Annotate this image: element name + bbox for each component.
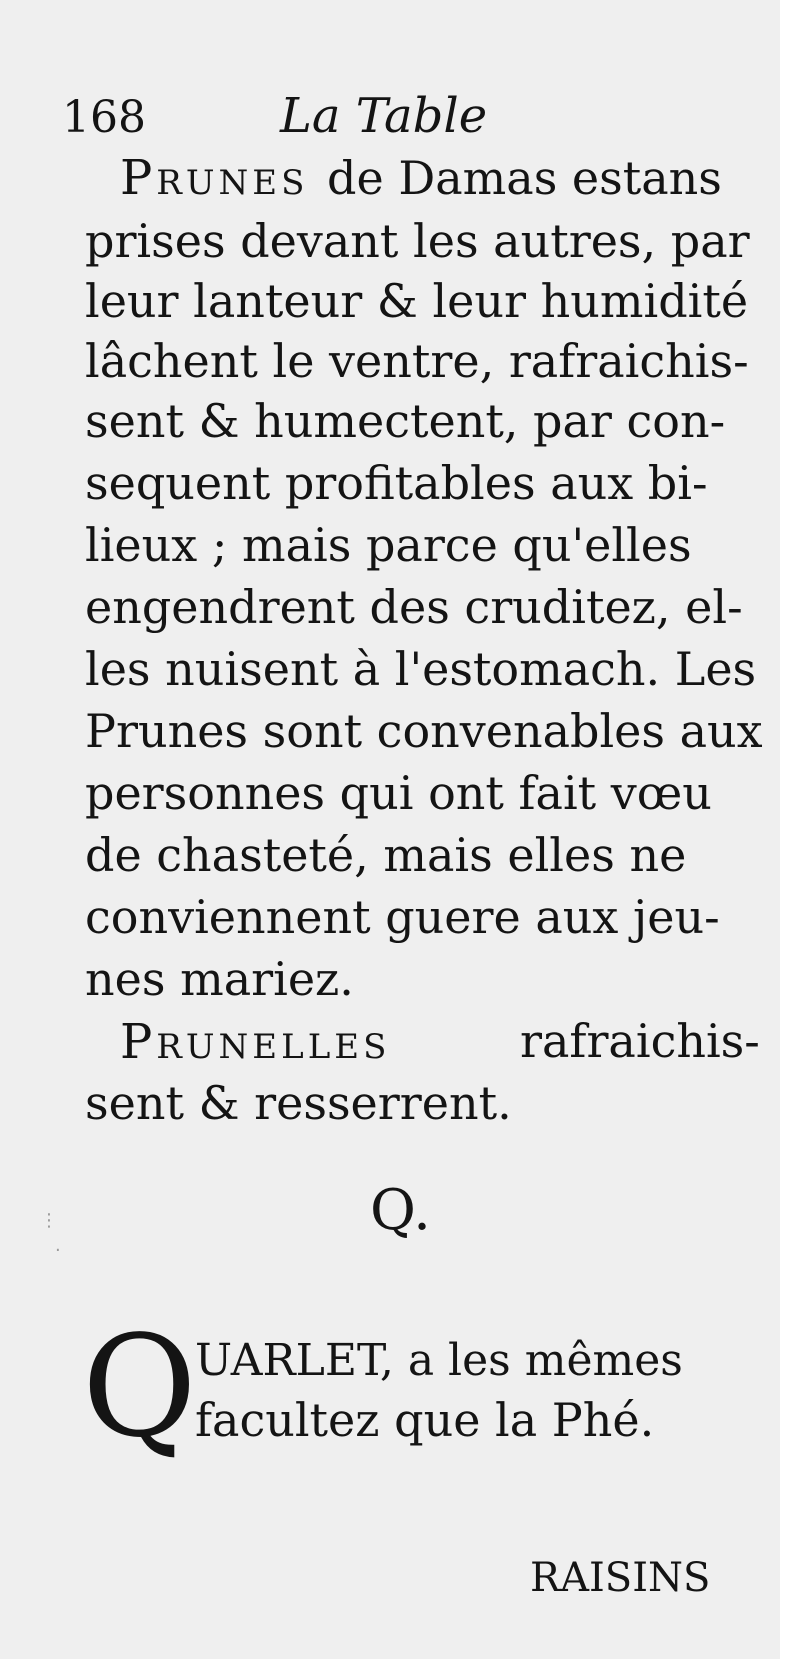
drop-cap-initial: Q xyxy=(82,1306,197,1469)
catchword: RAISINS xyxy=(530,1555,711,1601)
section-letter: Q. xyxy=(370,1178,431,1243)
entry-prunes-line-1: prises devant les autres, par xyxy=(85,214,750,268)
entry-prunes-line-6: lieux ; mais parce qu'elles xyxy=(85,518,692,572)
entry-prunes-head-rest: RUNES xyxy=(156,163,309,203)
page-edge xyxy=(780,0,790,1659)
entry-prunes-line-10: personnes qui ont fait vœu xyxy=(85,766,712,820)
entry-prunes-line-8: les nuisent à l'estomach. Les xyxy=(85,642,757,696)
entry-prunes-line-4: sent & humectent, par con- xyxy=(85,394,726,448)
entry-prunes-line-7: engendrent des cruditez, el- xyxy=(85,580,743,634)
entry-prunes-line-12: conviennent guere aux jeu- xyxy=(85,890,720,944)
entry-prunes-head-initial: P xyxy=(120,150,157,206)
entry-prunes-line-11: de chasteté, mais elles ne xyxy=(85,828,687,882)
entry-quarlet-line-1: UARLET, a les mêmes xyxy=(195,1335,683,1386)
page-number: 168 xyxy=(62,92,146,143)
entry-prunes-line-5: sequent profitables aux bi- xyxy=(85,456,708,510)
entry-quarlet-line-2: facultez que la Phé. xyxy=(195,1393,655,1447)
margin-speck-2: · xyxy=(55,1240,61,1261)
margin-speck-1: ⋮ xyxy=(40,1210,58,1231)
running-title: La Table xyxy=(280,88,488,144)
entry-prunes-line-0: de Damas estans xyxy=(327,151,722,205)
entry-prunes-line-3: lâchent le ventre, rafraichis- xyxy=(85,334,749,388)
entry-prunelles-line-1-rest: rafraichis- xyxy=(520,1014,760,1068)
entry-prunelles-heading-line xyxy=(120,1014,390,1070)
entry-prunelles-head-initial: P xyxy=(120,1014,157,1070)
entry-prunelles-head-rest: RUNELLES xyxy=(156,1027,391,1067)
entry-prunes-heading-line xyxy=(120,150,722,206)
entry-prunes-line-13: nes mariez. xyxy=(85,952,354,1006)
entry-prunes-line-2: leur lanteur & leur humidité xyxy=(85,274,749,328)
entry-prunelles-line-2: sent & resserrent. xyxy=(85,1076,512,1130)
entry-prunes-line-9: Prunes sont convenables aux xyxy=(85,704,763,758)
